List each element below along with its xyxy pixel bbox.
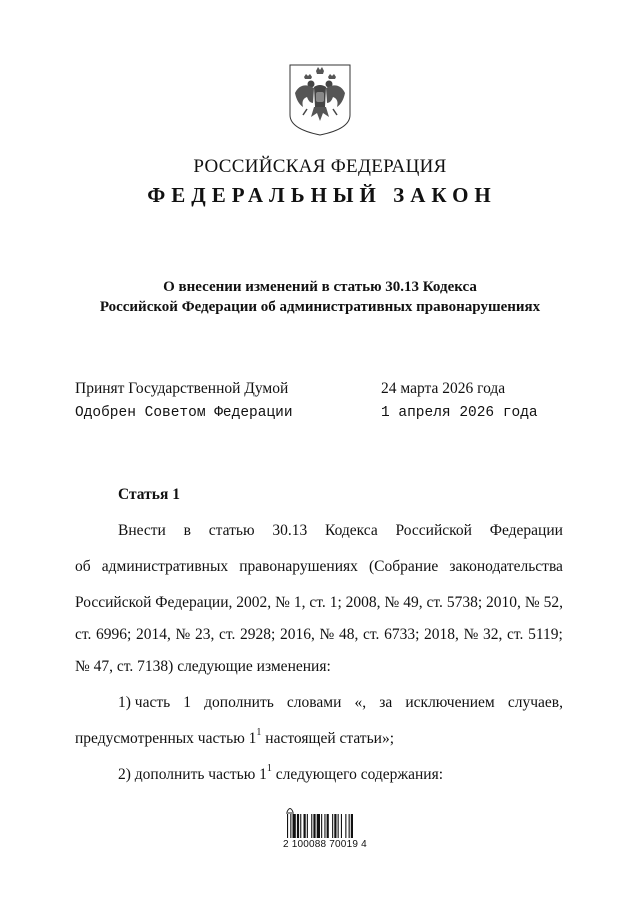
word: об [75, 558, 91, 575]
word: Российской [395, 522, 472, 539]
council-approval-label: Одобрен Советом Федерации [75, 405, 293, 421]
barcode-bar [297, 814, 299, 838]
coat-of-arms-emblem [287, 63, 353, 137]
word: Кодекса [325, 522, 378, 539]
council-approval-date: 1 апреля 2026 года [381, 405, 538, 421]
word: 30.13 [272, 522, 308, 539]
word: Федерации [489, 522, 563, 539]
word: ст. [219, 626, 236, 643]
amendment-item-1-continuation: предусмотренных частью $1^1$ настоящей статьи»; [75, 726, 395, 747]
word: за [379, 694, 393, 711]
word: административных [101, 558, 229, 575]
word: правонарушениях [239, 558, 358, 575]
word: 32, [483, 626, 503, 643]
word: 2016, [280, 626, 315, 643]
document-type: ФЕДЕРАЛЬНЫЙ ЗАКОН [147, 183, 497, 207]
word: 2928; [240, 626, 276, 643]
article-paragraph-line-2 [75, 558, 563, 576]
word: законодательства [449, 558, 563, 575]
word: Внести [118, 522, 166, 539]
barcode-bar [321, 814, 322, 838]
barcode-bar [293, 814, 296, 838]
barcode-bar [349, 814, 350, 838]
article-paragraph-line-5: № 47, ст. 7138) следующие изменения: [75, 658, 331, 675]
word: случаев, [507, 694, 563, 711]
word: исключением [405, 694, 495, 711]
barcode-bar [290, 814, 291, 838]
amendment-item-2: 2) дополнить частью $1^1$ следующего содержания: [118, 762, 444, 783]
barcode-bar [341, 814, 342, 838]
barcode-bar [351, 814, 353, 838]
article-heading: Статья 1 [118, 486, 180, 503]
barcode-bar [324, 814, 325, 838]
duma-adoption-label: Принят Государственной Думой [75, 380, 289, 397]
word: 1) часть [118, 694, 171, 711]
word: 2014, [136, 626, 171, 643]
word: № [319, 626, 335, 643]
article-paragraph-line-3: Российской Федерации, 2002, № 1, ст. 1; 2008, № 49, ст. 5738; 2010, № 52, [75, 594, 563, 611]
law-title-line-2: Российской Федерации об административных правонарушениях [99, 299, 541, 315]
word: ст. [75, 626, 92, 643]
word: 48, [339, 626, 359, 643]
barcode-bar [313, 814, 315, 838]
barcode-bar [307, 814, 308, 838]
word: ст. [507, 626, 524, 643]
word: (Собрание [369, 558, 439, 575]
word: дополнить [204, 694, 274, 711]
article-paragraph-line-1 [118, 522, 563, 540]
barcode-bar [287, 814, 288, 838]
word: 6996; [96, 626, 132, 643]
barcode-bar [345, 814, 346, 838]
barcode-bar [338, 814, 339, 838]
word: № [463, 626, 479, 643]
barcode-bar [332, 814, 333, 838]
word: статью [208, 522, 255, 539]
word: 5119; [528, 626, 563, 643]
word: 2018, [424, 626, 459, 643]
word: «, [354, 694, 367, 711]
amendment-item-1 [118, 694, 563, 712]
word: № [175, 626, 191, 643]
word: 1 [183, 694, 192, 711]
article-paragraph-line-4 [75, 626, 563, 644]
barcode-bar [300, 814, 301, 838]
word: в [183, 522, 191, 539]
law-title-line-1: О внесении изменений в статью 30.13 Кодекса [163, 279, 477, 295]
word: словами [286, 694, 342, 711]
barcode-bar [317, 814, 320, 838]
barcode-bar [334, 814, 336, 838]
country-name: РОССИЙСКАЯ ФЕДЕРАЦИЯ [193, 156, 447, 177]
barcode-number: 2 100088 70019 4 [283, 839, 367, 850]
word: 6733; [384, 626, 420, 643]
word: ст. [363, 626, 380, 643]
barcode-bar [311, 814, 312, 838]
barcode-bar [304, 814, 306, 838]
barcode-bar [327, 814, 329, 838]
word: 23, [194, 626, 215, 643]
duma-adoption-date: 24 марта 2026 года [381, 380, 506, 397]
